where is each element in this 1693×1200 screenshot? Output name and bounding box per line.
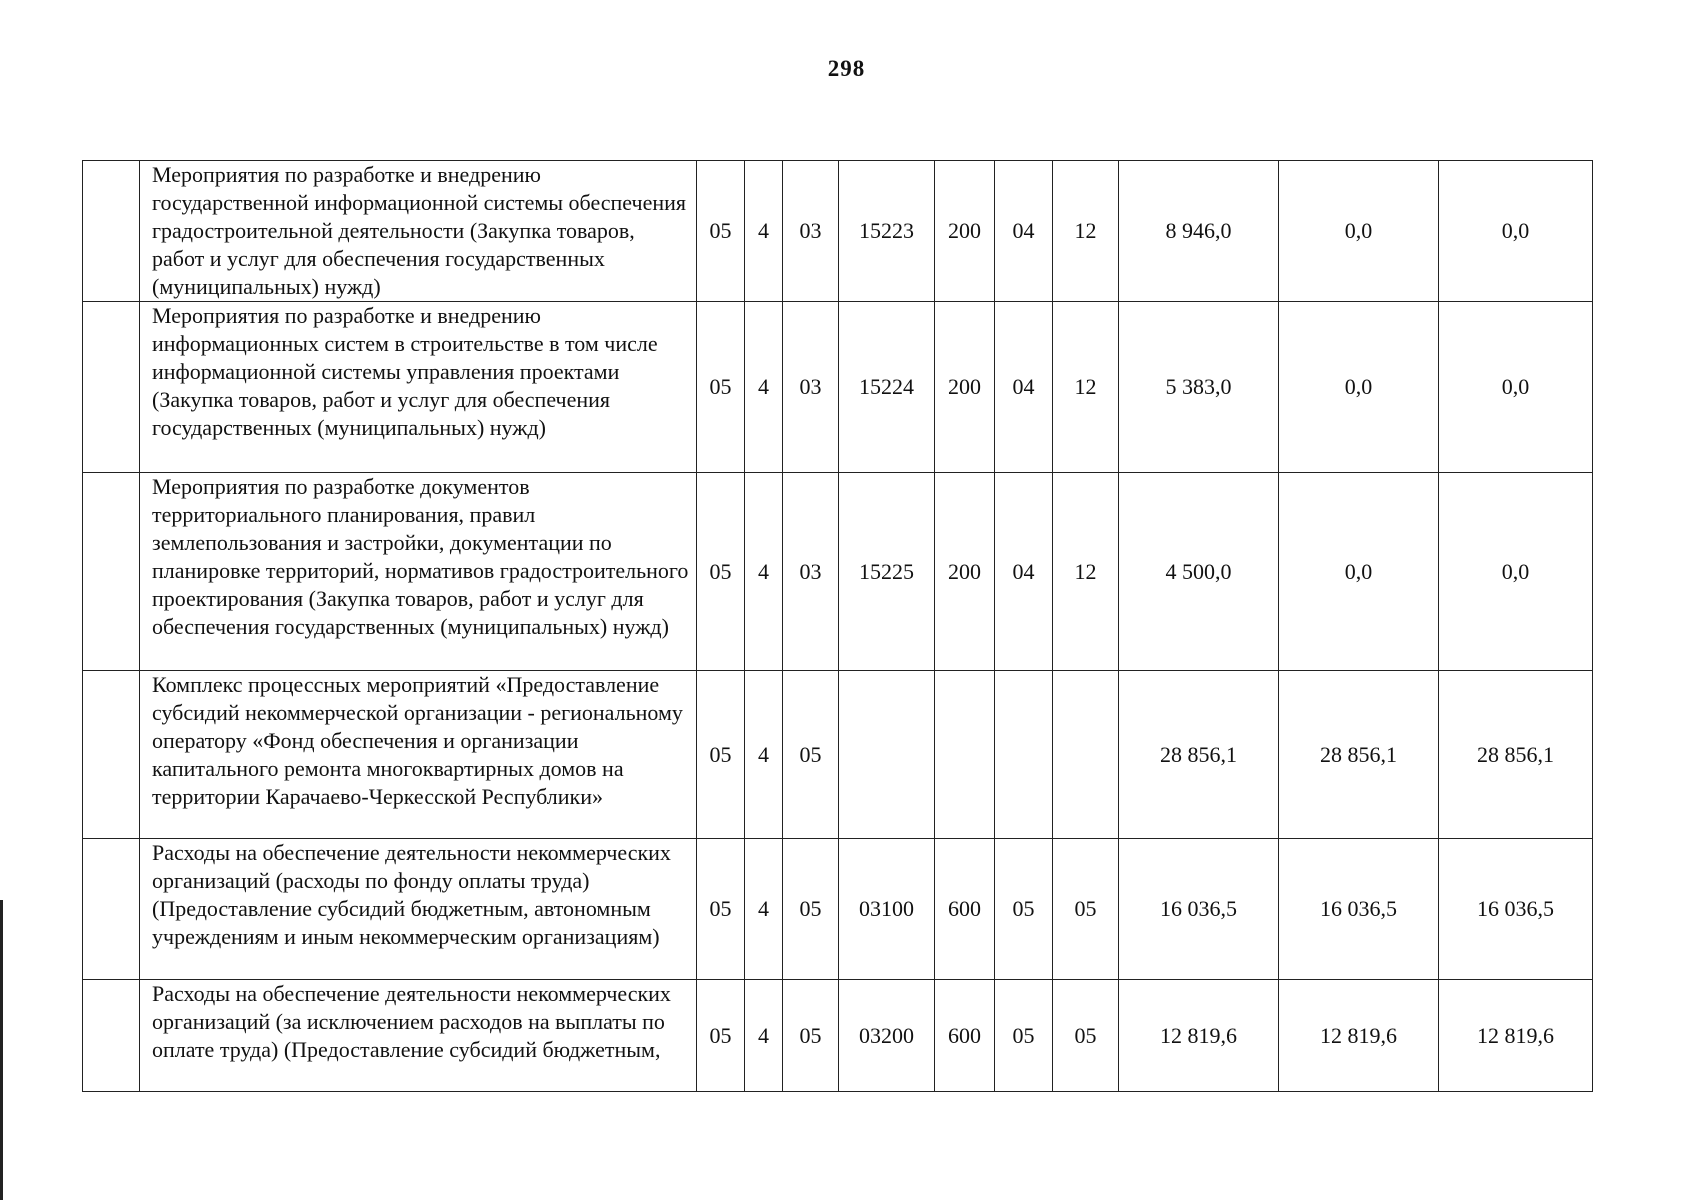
- code-cell: 15224: [839, 302, 935, 473]
- code-cell: 4: [745, 161, 783, 302]
- amount-cell: 16 036,5: [1279, 839, 1439, 980]
- code-cell: 600: [935, 980, 995, 1092]
- amount-cell: 4 500,0: [1119, 473, 1279, 671]
- code-cell: 05: [697, 473, 745, 671]
- amount-cell: 0,0: [1439, 161, 1593, 302]
- row-number-cell: [83, 671, 140, 839]
- page-number: 298: [827, 56, 866, 81]
- code-cell: [839, 671, 935, 839]
- code-cell: 200: [935, 161, 995, 302]
- item-name: Комплекс процессных мероприятий «Предоставление субсидий некоммерческой организации - региональному оператору «Фонд обеспечения и организации капитального ремонта многоквартирных домов на территории Карачаево-Черкесской Республики»: [140, 671, 697, 839]
- amount-cell: 0,0: [1439, 473, 1593, 671]
- code-cell: 04: [995, 161, 1053, 302]
- amount-cell: 12 819,6: [1119, 980, 1279, 1092]
- code-cell: 600: [935, 839, 995, 980]
- code-cell: 05: [783, 839, 839, 980]
- item-name: Мероприятия по разработке документов территориального планирования, правил землепользования и застройки, документации по планировке территорий, нормативов градостроительного проектирования (Закупка товаров, работ и услуг для обеспечения государственных (муниципальных) нужд): [140, 473, 697, 671]
- code-cell: 05: [697, 671, 745, 839]
- code-cell: 4: [745, 980, 783, 1092]
- scan-edge-line: [0, 900, 3, 1200]
- code-cell: [995, 671, 1053, 839]
- code-cell: 200: [935, 473, 995, 671]
- item-name: Расходы на обеспечение деятельности некоммерческих организаций (за исключением расходов на выплаты по оплате труда) (Предоставление субсидий бюджетным,: [140, 980, 697, 1092]
- item-name: Расходы на обеспечение деятельности некоммерческих организаций (расходы по фонду оплаты труда) (Предоставление субсидий бюджетным, автономным учреждениям и иным некоммерческим организациям): [140, 839, 697, 980]
- table-row: [83, 980, 1593, 1092]
- amount-cell: 12 819,6: [1279, 980, 1439, 1092]
- code-cell: [935, 671, 995, 839]
- code-cell: 05: [995, 980, 1053, 1092]
- code-cell: 05: [697, 839, 745, 980]
- table-row: [83, 161, 1593, 302]
- amount-cell: 0,0: [1439, 302, 1593, 473]
- code-cell: 04: [995, 302, 1053, 473]
- code-cell: 03: [783, 473, 839, 671]
- code-cell: 12: [1053, 302, 1119, 473]
- item-name: Мероприятия по разработке и внедрению информационных систем в строительстве в том числе информационной системы управления проектами (Закупка товаров, работ и услуг для обеспечения государственных (муниципальных) нужд): [140, 302, 697, 473]
- code-cell: 05: [697, 980, 745, 1092]
- code-cell: [1053, 671, 1119, 839]
- table-row: [83, 671, 1593, 839]
- code-cell: 12: [1053, 473, 1119, 671]
- code-cell: 4: [745, 473, 783, 671]
- code-cell: 03: [783, 302, 839, 473]
- code-cell: 03: [783, 161, 839, 302]
- code-cell: 15225: [839, 473, 935, 671]
- amount-cell: 0,0: [1279, 473, 1439, 671]
- row-number-cell: [83, 302, 140, 473]
- amount-cell: 28 856,1: [1119, 671, 1279, 839]
- table-row: [83, 839, 1593, 980]
- row-number-cell: [83, 839, 140, 980]
- code-cell: 05: [697, 161, 745, 302]
- item-name: Мероприятия по разработке и внедрению государственной информационной системы обеспечения градостроительной деятельности (Закупка товаров, работ и услуг для обеспечения государственных (муниципальных) нужд): [140, 161, 697, 302]
- row-number-cell: [83, 473, 140, 671]
- amount-cell: 5 383,0: [1119, 302, 1279, 473]
- code-cell: 4: [745, 302, 783, 473]
- table-row: [83, 302, 1593, 473]
- amount-cell: 8 946,0: [1119, 161, 1279, 302]
- code-cell: 03200: [839, 980, 935, 1092]
- code-cell: 05: [783, 671, 839, 839]
- code-cell: 4: [745, 671, 783, 839]
- code-cell: 05: [697, 302, 745, 473]
- amount-cell: 16 036,5: [1119, 839, 1279, 980]
- code-cell: 15223: [839, 161, 935, 302]
- amount-cell: 0,0: [1279, 302, 1439, 473]
- amount-cell: 16 036,5: [1439, 839, 1593, 980]
- code-cell: 4: [745, 839, 783, 980]
- code-cell: 12: [1053, 161, 1119, 302]
- table-row: [83, 473, 1593, 671]
- code-cell: 04: [995, 473, 1053, 671]
- row-number-cell: [83, 980, 140, 1092]
- code-cell: 05: [1053, 839, 1119, 980]
- amount-cell: 0,0: [1279, 161, 1439, 302]
- amount-cell: 28 856,1: [1439, 671, 1593, 839]
- amount-cell: 28 856,1: [1279, 671, 1439, 839]
- code-cell: 05: [1053, 980, 1119, 1092]
- code-cell: 05: [995, 839, 1053, 980]
- row-number-cell: [83, 161, 140, 302]
- code-cell: 200: [935, 302, 995, 473]
- code-cell: 03100: [839, 839, 935, 980]
- budget-table: [82, 160, 1593, 1092]
- code-cell: 05: [783, 980, 839, 1092]
- amount-cell: 12 819,6: [1439, 980, 1593, 1092]
